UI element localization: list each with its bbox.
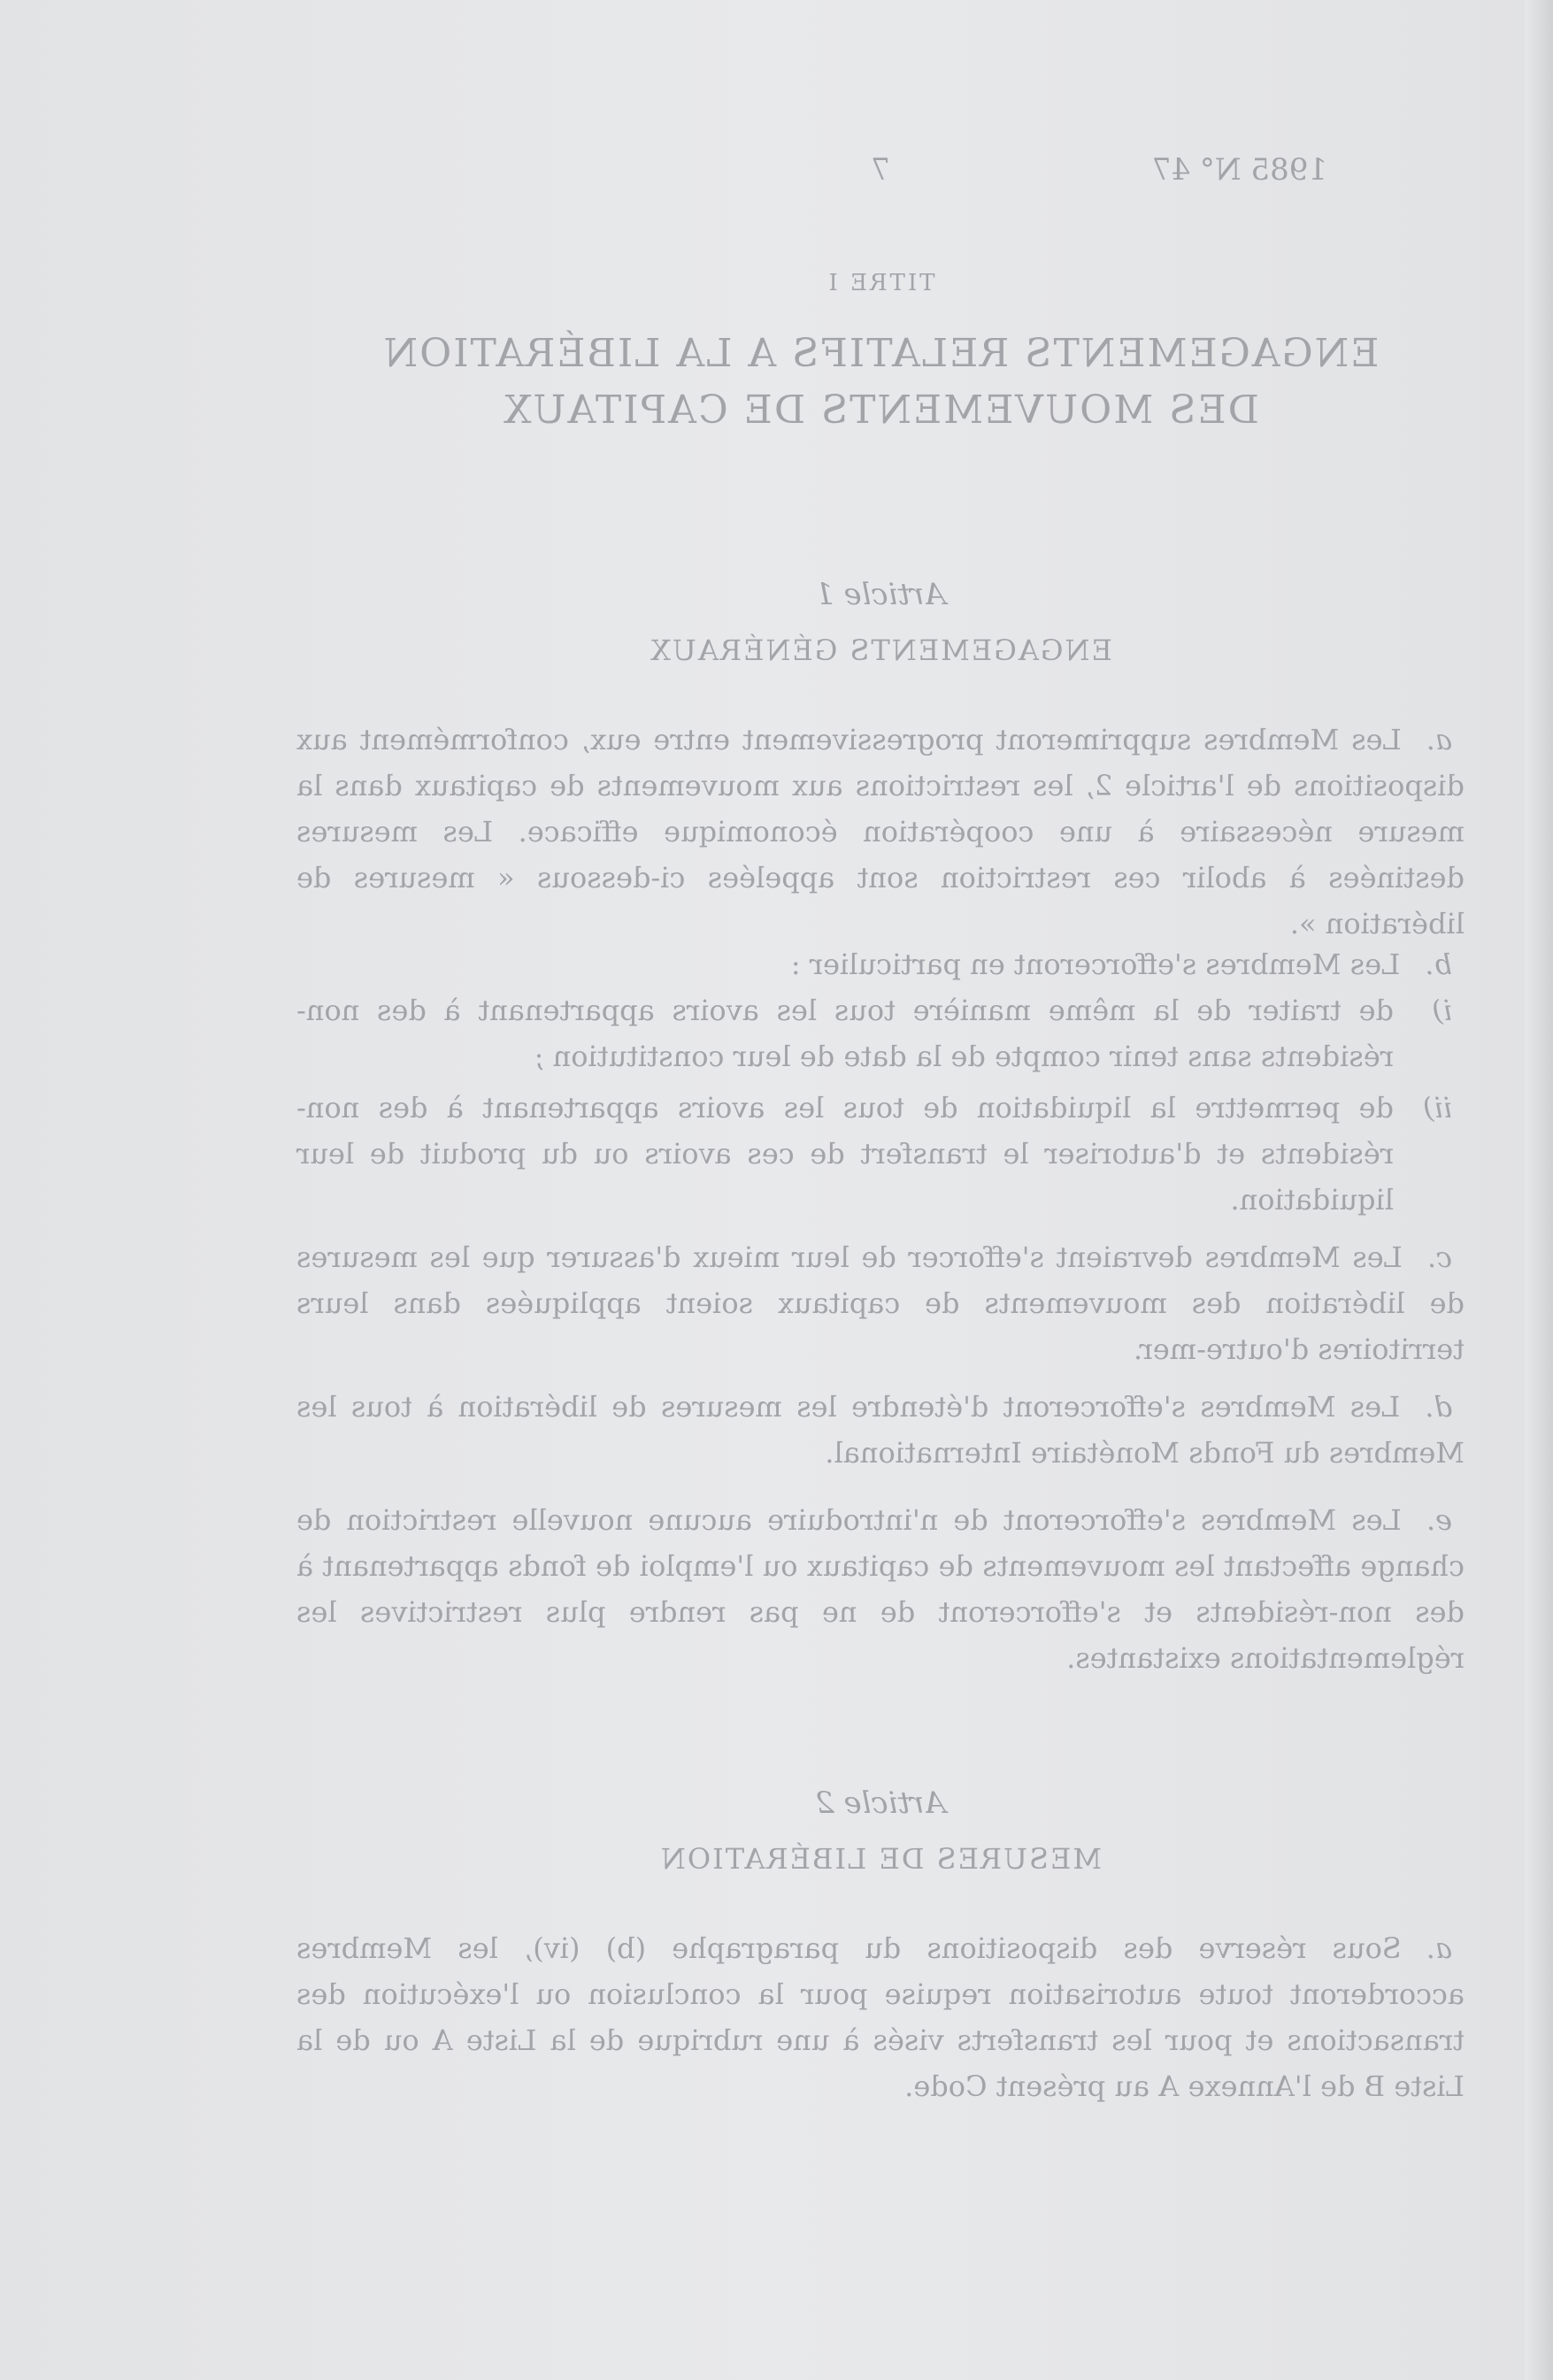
article-2-label: Article 2 [815, 1785, 946, 1821]
paragraph-letter: a. [1426, 1931, 1452, 1965]
article-2-heading [296, 1785, 1465, 1876]
article-1-paragraph-b [296, 941, 1465, 987]
titre-line-1: ENGAGEMENTS RELATIFS A LA LIBÉRATION [381, 331, 1380, 376]
paragraph-letter: c. [1426, 1240, 1452, 1274]
article-2-title: MESURES DE LIBÉRATION [658, 1842, 1103, 1876]
item-number: ii) [1423, 1091, 1452, 1125]
article-1-label: Article 1 [815, 577, 946, 612]
titre-line-2: DES MOUVEMENTS DE CAPITAUX [502, 388, 1259, 433]
item-text: de permettre la liquidation de tous les avoirs appartenant à des non-résidents et d'autoriser le transfert de ces avoirs ou du produit de leur liquidation. [296, 1091, 1394, 1217]
article-1-paragraph-c [296, 1234, 1465, 1372]
paragraph-text: Les Membres devraient s'efforcer de leur mieux d'assurer que les mesures de libération des mouvements de capitaux soient appliquées dans leurs territoires d'outre-mer. [296, 1240, 1465, 1366]
paragraph-text: Les Membres s'efforceront d'étendre les mesures de libération à tous les Membres du Fonds Monétaire International. [296, 1390, 1465, 1470]
page-header [296, 152, 1465, 196]
paragraph-letter: a. [1426, 723, 1452, 756]
titre-label: TITRE I [826, 270, 935, 296]
paragraph-text: Sous réserve des dispositions du paragraphe (b) (iv), les Membres accorderont toute autorisation requise pour la conclusion ou l'exécution des transactions et pour les transferts visés à une rubrique de la Liste A ou de la Liste B de l'Annexe A au présent Code. [296, 1931, 1465, 2103]
article-1-heading [296, 577, 1465, 667]
article-1-paragraph-a [296, 717, 1465, 947]
titre-heading [296, 326, 1465, 439]
paragraph-text: Les Membres s'efforceront de n'introduire aucune nouvelle restriction de change affectant les mouvements de capitaux ou l'emploi de fonds appartenant à des non-résidents et s'efforceront de ne pas rendre plus restrictives les réglementations existantes. [296, 1503, 1465, 1675]
paragraph-letter: b. [1425, 948, 1452, 981]
item-number: i) [1432, 994, 1452, 1027]
header-document-number: 1985 N° 47 [1151, 152, 1327, 188]
page-number: 7 [871, 152, 890, 188]
article-1-paragraph-e [296, 1497, 1465, 1681]
article-1-title: ENGAGEMENTS GÉNÉRAUX [649, 633, 1112, 667]
article-1-paragraph-d [296, 1384, 1465, 1476]
paragraph-letter: d. [1425, 1390, 1452, 1424]
paragraph-text: Les Membres s'efforceront en particulier : [790, 948, 1401, 981]
paragraph-letter: e. [1426, 1503, 1452, 1537]
paragraph-text: Les Membres supprimeront progressivement entre eux, conformément aux dispositions de l'article 2, les restrictions aux mouvements de capitaux dans la mesure nécessaire à une coopération économique efficace. Les mesures destinées à abolir ces restriction sont appelées ci-dessous « mesures de libération ». [296, 723, 1465, 940]
item-text: de traiter de la même manière tous les avoirs appartenant à des non-résidents sans tenir compte de la date de leur constitution ; [296, 994, 1394, 1073]
article-2-paragraph-a [296, 1925, 1465, 2109]
